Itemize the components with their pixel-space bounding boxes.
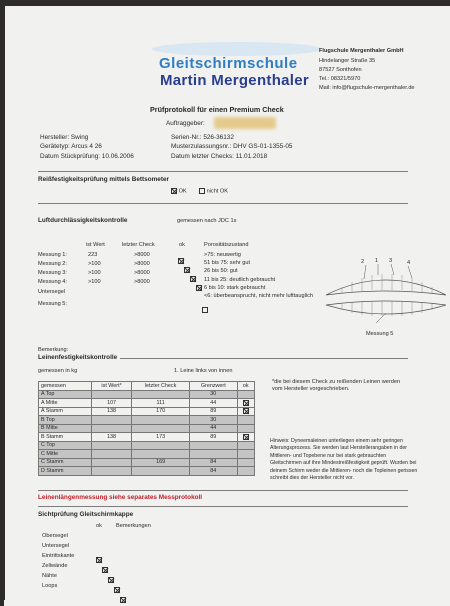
leinen-cell-name: B Top — [39, 416, 92, 425]
leinen-cell-ok — [237, 407, 255, 416]
info-datum: Datum Stückprüfung: 10.06.2006 — [40, 153, 134, 160]
porosity-scale-item: 6 bis 10: stark gebraucht — [204, 284, 266, 291]
leinen-ok-checkbox[interactable] — [243, 434, 249, 440]
client-label: Auftraggeber: — [166, 120, 205, 127]
leinen-cell-ist — [92, 441, 132, 450]
page-title: Prüfprotokoll für einen Premium Check — [150, 105, 284, 114]
divider — [38, 490, 408, 491]
sicht-item-label: Loops — [42, 583, 58, 589]
leinen-ok-checkbox[interactable] — [243, 408, 249, 414]
leinen-cell-name: B Mitte — [39, 424, 92, 433]
leinen-cell-letzter: 111 — [132, 399, 190, 408]
checkbox-ok[interactable] — [171, 188, 177, 194]
reiss-nicht-ok-check[interactable] — [199, 188, 228, 195]
leinen-cell-grenz: 89 — [190, 407, 237, 416]
luft-row-checkbox[interactable] — [184, 267, 190, 273]
leinen-cell-ist — [92, 390, 132, 399]
porosity-scale-item: 11 bis 25: deutlich gebraucht — [204, 276, 276, 283]
sicht-item-checkbox[interactable] — [114, 587, 120, 593]
leinen-row — [39, 458, 255, 467]
leinen-header-cell: ist Wert* — [92, 382, 132, 391]
background-edge — [0, 0, 5, 600]
leinen-cell-letzter — [132, 424, 190, 433]
leinen-cell-letzter — [132, 450, 190, 459]
divider — [38, 506, 408, 507]
wing-num-2: 2 — [361, 259, 365, 265]
luft-row-ist: >100 — [88, 270, 101, 276]
leinen-cell-letzter: 173 — [132, 433, 190, 442]
luft-col-letzter: letzter Check — [122, 242, 155, 248]
leinen-cell-ist: 138 — [92, 433, 132, 442]
leinen-cell-ok — [237, 399, 255, 408]
leinen-cell-letzter: 169 — [132, 458, 190, 467]
wing-num-1: 1 — [375, 258, 379, 264]
leinen-cell-grenz: 44 — [190, 399, 237, 408]
redacted-client-name — [214, 117, 276, 129]
wing-caption: Messung 5 — [366, 331, 394, 337]
logo-line2: Martin Mergenthaler — [160, 72, 310, 89]
leinen-header-row — [39, 382, 255, 391]
luft-row-letzter: >8000 — [134, 261, 150, 267]
luft-col-ok: ok — [179, 242, 185, 248]
leinen-row — [39, 399, 255, 408]
leinen-cell-grenz — [190, 450, 237, 459]
leinen-row — [39, 416, 255, 425]
luft-row-letzter: >8000 — [134, 252, 150, 258]
luft-row-ist: 223 — [88, 252, 98, 258]
leinen-cell-grenz: 84 — [190, 458, 237, 467]
wing-num-4: 4 — [407, 260, 411, 266]
leinen-row — [39, 467, 255, 476]
leinen-side-note: *die bei diesem Check zu reißenden Leinen werden vom Hersteller vorgeschrieben. — [272, 379, 401, 392]
leinen-cell-grenz: 84 — [190, 467, 237, 476]
leinen-cell-ok — [237, 433, 255, 442]
sicht-heading: Sichtprüfung Gleitschirmkappe — [38, 511, 134, 518]
info-geraetetyp: Gerätetyp: Arcus 4 26 — [40, 143, 102, 150]
address-mail: Mail: info@flugschule-mergenthaler.de — [319, 85, 415, 91]
luft-row-label: Messung 3: — [38, 270, 67, 276]
reiss-ok-label: OK — [178, 188, 187, 195]
reiss-nicht-ok-label: nicht OK — [206, 188, 229, 195]
luft-heading: Luftdurchlässigkeitskontrolle — [38, 217, 128, 224]
luft-row-label: Messung 2: — [38, 261, 67, 267]
leinen-cell-ok — [237, 416, 255, 425]
checkbox-nicht-ok[interactable] — [199, 188, 205, 194]
porosity-scale-item: 51 bis 75: sehr gut — [204, 260, 251, 267]
info-hersteller: Hersteller: Swing — [40, 134, 89, 141]
porosity-scale-item: >75: neuwertig — [204, 252, 241, 258]
sicht-col-bem: Bemerkungen — [116, 523, 151, 529]
info-serien: Serien-Nr.: 526-36132 — [171, 134, 234, 141]
luft-row-letzter: >8000 — [134, 279, 150, 285]
address-city: 87527 Sonthofen — [319, 67, 362, 73]
wing-num-3: 3 — [389, 258, 393, 264]
address-street: Hindelanger Straße 35 — [319, 58, 376, 64]
laenge-heading: Leinenlängenmessung siehe separates Messprotokoll — [38, 494, 203, 501]
luft-col-ist: ist Wert — [86, 242, 105, 248]
sicht-item-checkbox[interactable] — [102, 567, 108, 573]
address-tel: Tel.: 08321/5970 — [319, 76, 361, 82]
leinen-cell-name: B Stamm — [39, 433, 92, 442]
leinen-cell-ok — [237, 450, 255, 459]
luft-row-label: Messung 1: — [38, 252, 67, 258]
leinen-cell-ist — [92, 458, 132, 467]
leinen-row — [39, 441, 255, 450]
sicht-item-label: Eintrittskante — [42, 553, 75, 559]
address-name: Flugschule Mergenthaler GmbH — [319, 48, 404, 54]
leinen-cell-ok — [237, 390, 255, 399]
wing-diagram — [322, 261, 450, 333]
sicht-item-checkbox[interactable] — [96, 557, 102, 563]
logo-swoosh — [152, 42, 322, 56]
protocol-sheet — [4, 6, 450, 606]
luft-row-checkbox[interactable] — [178, 258, 184, 264]
porosity-scale-item: 26 bis 50: gut — [204, 268, 238, 275]
sicht-item-label: Zellwände — [42, 563, 68, 569]
luft-row-checkbox[interactable] — [190, 276, 196, 282]
reiss-heading: Reißfestigkeitsprüfung mittels Bettsometer — [38, 176, 170, 183]
divider — [38, 203, 408, 204]
leinen-row — [39, 450, 255, 459]
leinen-row — [39, 433, 255, 442]
leinen-cell-ok — [237, 458, 255, 467]
leinen-row — [39, 407, 255, 416]
leinen-cell-ist — [92, 450, 132, 459]
leinen-cell-letzter — [132, 416, 190, 425]
luft-row-checkbox[interactable] — [196, 285, 202, 291]
luft-row-ist: >100 — [88, 261, 101, 267]
bemerkung-label: Bemerkung: — [38, 347, 69, 353]
luft-row-label: Untersegel — [38, 289, 66, 295]
luft-row-label: Messung 5: — [38, 301, 67, 307]
leinen-heading: Leinenfestigkeitskontrolle — [38, 354, 120, 362]
leinen-cell-ist — [92, 467, 132, 476]
sicht-item-label: Untersegel — [42, 543, 70, 549]
sicht-item-label: Obersegel — [42, 533, 68, 539]
leinen-cell-ist: 107 — [92, 399, 132, 408]
leinen-header-cell: ok — [237, 382, 255, 391]
leinen-cell-name: A Mitte — [39, 399, 92, 408]
leinen-row — [39, 424, 255, 433]
leinen-cell-ok — [237, 441, 255, 450]
info-muster: Musterzulassungsnr.: DHV GS-01-1355-05 — [171, 143, 293, 150]
sicht-item-label: Nähte — [42, 573, 57, 579]
leinen-cell-letzter: 170 — [132, 407, 190, 416]
leinen-row — [39, 390, 255, 399]
sicht-col-ok: ok — [96, 523, 102, 529]
leinen-cell-name: D Stamm — [39, 467, 92, 476]
logo-line1: Gleitschirmschule — [159, 55, 298, 72]
leinen-cell-name: A Top — [39, 390, 92, 399]
leinen-unit: gemessen in kg — [38, 368, 78, 374]
leinen-cell-grenz: 44 — [190, 424, 237, 433]
leinen-cell-ist — [92, 424, 132, 433]
leinen-cell-letzter — [132, 467, 190, 476]
leinen-ok-checkbox[interactable] — [243, 400, 249, 406]
luft-row-letzter: >8000 — [134, 270, 150, 276]
leinen-cell-grenz — [190, 441, 237, 450]
leinen-hint: Hinweis: Dyneemaleinen unterliegen einem sehr geringen Alterungsprozess. Sie werden laut Herstellerangaben in der Mittleren- und Topebene nur bei stark gebrauchten Gleitschirmen auf ihre Mindestreißfestigkeit geprüft. Wurden bei deinem Schirm weder die Mittleren- noch die Topleinen gerissen schreibt dies der Hersteller nicht vor. — [270, 438, 418, 482]
leinen-cell-grenz: 30 — [190, 390, 237, 399]
leinen-header-cell: letzter Check — [132, 382, 190, 391]
info-letzter: Datum letzter Checks: 11.01.2018 — [171, 153, 268, 160]
leinen-header-cell: Grenzwert — [190, 382, 237, 391]
sicht-item-checkbox[interactable] — [108, 577, 114, 583]
leinen-header-cell: gemessen — [39, 382, 92, 391]
luft-note: gemessen nach JDC 1s — [177, 218, 237, 224]
leinen-cell-name: C Mitte — [39, 450, 92, 459]
leinen-cell-grenz: 30 — [190, 416, 237, 425]
leinen-cell-name: C Stamm — [39, 458, 92, 467]
reiss-ok-check[interactable] — [171, 188, 187, 195]
leinen-cell-ist: 138 — [92, 407, 132, 416]
luft-row-label: Messung 4: — [38, 279, 67, 285]
porosity-scale-item: <6: überbeansprucht, nicht mehr lufttauglich — [204, 293, 313, 299]
leinen-cell-letzter — [132, 390, 190, 399]
divider — [38, 171, 408, 172]
leinen-cell-name: C Top — [39, 441, 92, 450]
leinen-note: 1. Leine links von innen — [174, 368, 233, 374]
leinen-table — [38, 381, 255, 476]
luft-col-zustand: Porositätszustand — [204, 242, 249, 248]
leinen-cell-ist — [92, 416, 132, 425]
leinen-cell-name: A Stamm — [39, 407, 92, 416]
luft-row-ist: >100 — [88, 279, 101, 285]
leinen-cell-ok — [237, 424, 255, 433]
leinen-cell-grenz: 89 — [190, 433, 237, 442]
leinen-cell-ok — [237, 467, 255, 476]
sicht-item-checkbox[interactable] — [120, 597, 126, 603]
luft-row-checkbox[interactable] — [202, 307, 208, 313]
leinen-cell-letzter — [132, 441, 190, 450]
